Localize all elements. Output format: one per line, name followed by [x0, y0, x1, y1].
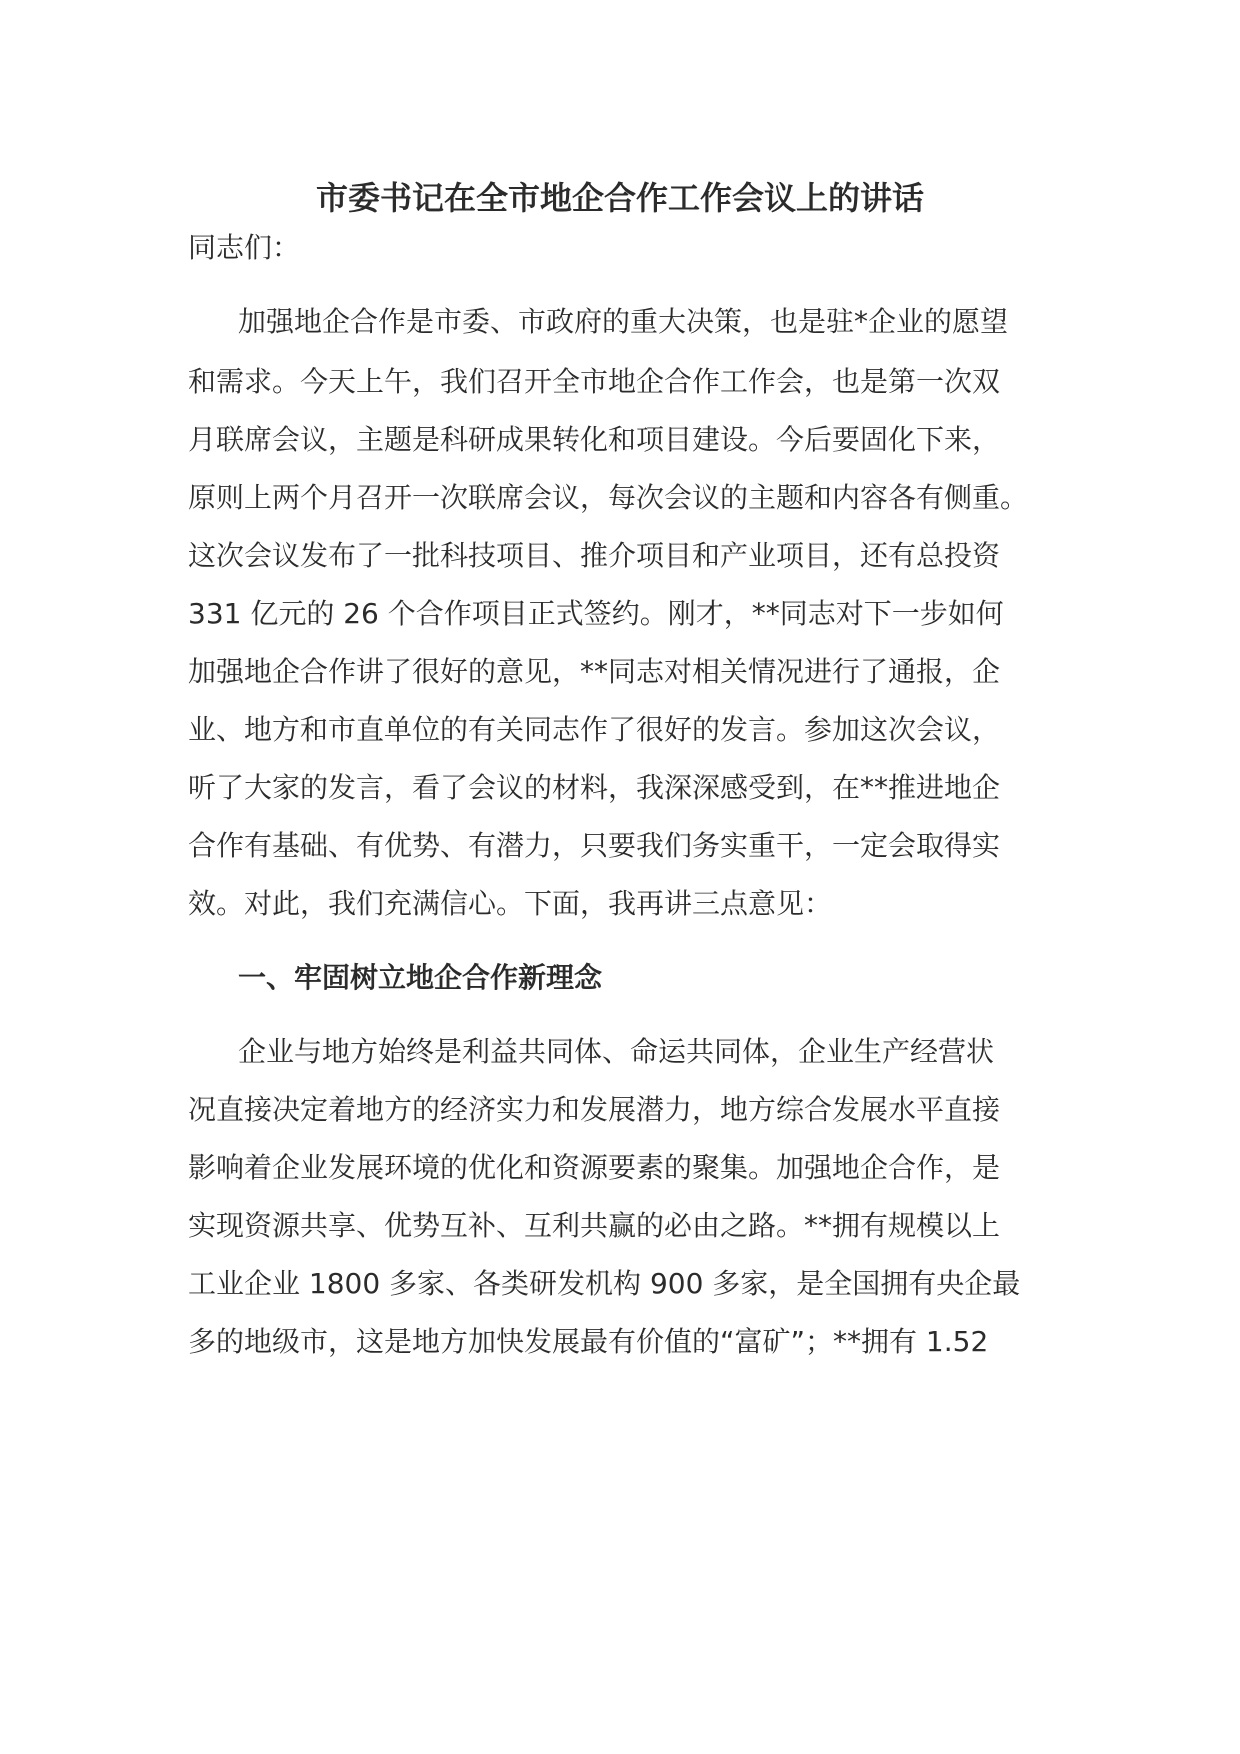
paragraph-line: 况直接决定着地方的经济实力和发展潜力，地方综合发展水平直接 [188, 1093, 1001, 1126]
paragraph-line: 业、地方和市直单位的有关同志作了很好的发言。参加这次会议， [188, 713, 1001, 746]
paragraph-line: 这次会议发布了一批科技项目、推介项目和产业项目，还有总投资 [188, 539, 1001, 572]
paragraph-line: 月联席会议，主题是科研成果转化和项目建设。今后要固化下来， [188, 423, 1001, 456]
paragraph-line: 加强地企合作是市委、市政府的重大决策，也是驻*企业的愿望 [238, 305, 1009, 338]
salutation: 同志们： [188, 231, 301, 264]
section-heading: 一、牢固树立地企合作新理念 [238, 961, 603, 994]
document-title: 市委书记在全市地企合作工作会议上的讲话 [315, 179, 924, 217]
paragraph-line: 加强地企合作讲了很好的意见，**同志对相关情况进行了通报，企 [188, 655, 1001, 688]
paragraph-line: 原则上两个月召开一次联席会议，每次会议的主题和内容各有侧重。 [188, 481, 1029, 514]
paragraph-line: 多的地级市，这是地方加快发展最有价值的“富矿”；**拥有 1.52 [188, 1325, 989, 1358]
paragraph-line: 实现资源共享、优势互补、互利共赢的必由之路。**拥有规模以上 [188, 1209, 1001, 1242]
paragraph-line: 和需求。今天上午，我们召开全市地企合作工作会，也是第一次双 [188, 365, 1001, 398]
paragraph-line: 听了大家的发言，看了会议的材料，我深深感受到，在**推进地企 [188, 771, 1001, 804]
paragraph-line: 效。对此，我们充满信心。下面，我再讲三点意见： [188, 887, 833, 920]
paragraph-line: 331 亿元的 26 个合作项目正式签约。刚才，**同志对下一步如何 [188, 597, 1004, 630]
paragraph-line: 合作有基础、有优势、有潜力，只要我们务实重干，一定会取得实 [188, 829, 1001, 862]
paragraph-line: 影响着企业发展环境的优化和资源要素的聚集。加强地企合作，是 [188, 1151, 1001, 1184]
paragraph-line: 工业企业 1800 多家、各类研发机构 900 多家，是全国拥有央企最 [188, 1267, 1021, 1300]
paragraph-line: 企业与地方始终是利益共同体、命运共同体，企业生产经营状 [238, 1035, 995, 1068]
